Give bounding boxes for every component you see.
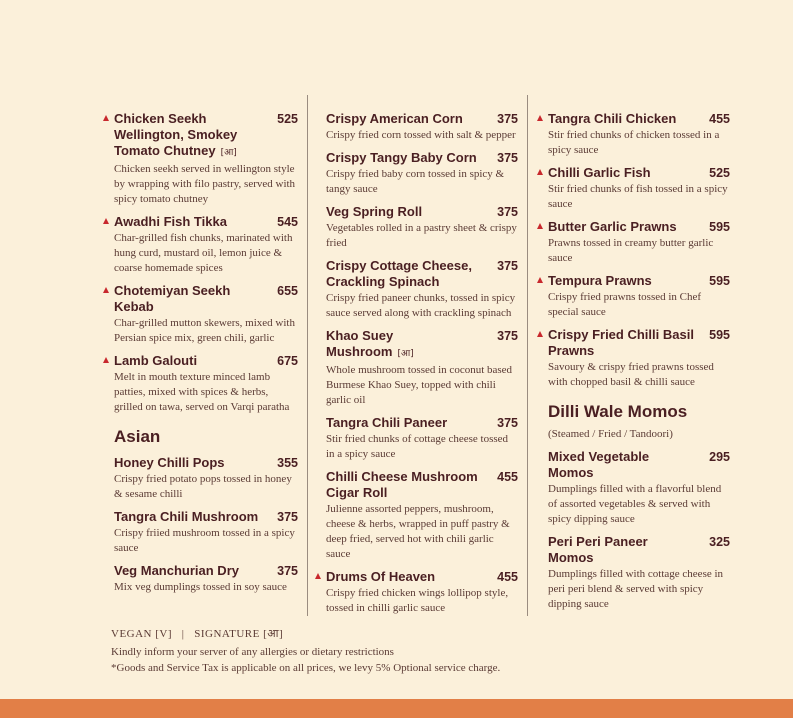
item-price: 455: [497, 570, 518, 584]
column-divider: [527, 95, 528, 616]
item-description: Crispy friied mushroom tossed in a spicy sauce: [114, 527, 295, 554]
non-veg-marker-icon: [103, 218, 109, 224]
footer-bar: [0, 699, 793, 718]
item-price: 355: [277, 456, 298, 470]
item-description: Stir fried chunks of fish tossed in a spicy sauce: [548, 183, 728, 210]
item-description: Char-grilled mutton skewers, mixed with Persian spice mix, green chili, garlic: [114, 317, 295, 344]
item-name: Drums Of Heaven: [326, 569, 436, 584]
menu-item: [114, 283, 298, 346]
menu-item: [114, 509, 298, 556]
item-name: Chilli Garlic Fish: [548, 165, 651, 180]
item-name: Peri Peri Paneer Momos: [548, 534, 648, 565]
item-description: Melt in mouth texture minced lamb patties, mixed with spices & herbs, grilled on tawa, served on Varqi paratha: [114, 371, 290, 413]
item-price: 375: [497, 205, 518, 219]
item-price: 675: [277, 354, 298, 368]
non-veg-marker-icon: [537, 223, 543, 229]
signature-badge: [आ]: [397, 349, 414, 359]
menu-item: [326, 150, 518, 197]
menu-item: [114, 214, 298, 276]
item-price: 655: [277, 284, 298, 298]
item-description: Julienne assorted peppers, mushroom, cheese & herbs, wrapped in puff pastry & deep fried, served hot with chili garlic sauce: [326, 503, 510, 560]
item-name: Butter Garlic Prawns: [548, 219, 677, 234]
menu-item: [548, 273, 730, 320]
item-name: Khao Suey Mushroom: [326, 328, 394, 359]
item-name: Mixed Vegetable Momos: [548, 449, 650, 480]
item-name-row: [114, 283, 298, 315]
item-name-row: [548, 165, 730, 181]
non-veg-marker-icon: [315, 573, 321, 579]
item-name-row: [326, 569, 518, 585]
item-name-row: [114, 455, 298, 471]
item-name: Awadhi Fish Tikka: [114, 214, 227, 229]
item-price: 375: [497, 151, 518, 165]
item-description: Stir fried chunks of cottage cheese tossed in a spicy sauce: [326, 433, 509, 460]
item-name: Lamb Galouti: [114, 353, 198, 368]
item-name-row: [548, 111, 730, 127]
item-description: Chicken seekh served in wellington style by wrapping with filo pastry, served with spicy tomato chutney: [114, 163, 296, 205]
item-name-row: [114, 509, 298, 525]
section-heading: Dilli Wale Momos: [548, 402, 688, 421]
non-veg-marker-icon: [103, 287, 109, 293]
item-name: Tangra Chili Mushroom: [114, 509, 259, 524]
item-price: 455: [497, 470, 518, 484]
menu-section: [114, 422, 298, 448]
menu-item: [326, 328, 518, 408]
item-name-row: [114, 563, 298, 579]
item-name: Crispy Fried Chilli Basil Prawns: [548, 327, 694, 358]
footer: [111, 626, 793, 676]
item-name: Crispy Cottage Cheese, Crackling Spinach: [326, 258, 472, 289]
item-name: Tangra Chili Paneer: [326, 415, 448, 430]
menu-item: [548, 327, 730, 390]
item-name: Tempura Prawns: [548, 273, 652, 288]
item-price: 525: [277, 112, 298, 126]
item-price: 295: [709, 450, 730, 464]
item-description: Crispy fried potato pops tossed in honey & sesame chilli: [114, 473, 292, 500]
menu-item: [114, 455, 298, 502]
section-subtitle: (Steamed / Fried / Tandoori): [548, 428, 673, 440]
menu-column-1: [114, 111, 298, 616]
item-description: Stir fried chunks of chicken tossed in a spicy sauce: [548, 129, 720, 156]
menu-item: [326, 111, 518, 143]
menu-item: [548, 111, 730, 158]
column-divider: [307, 95, 308, 616]
item-price: 375: [497, 416, 518, 430]
item-name-row: [326, 258, 518, 290]
item-price: 375: [277, 510, 298, 524]
menu-item: [114, 111, 298, 207]
menu-section: [548, 397, 730, 442]
item-name-row: [326, 469, 518, 501]
item-description: Crispy fried chicken wings lollipop style, tossed in chilli garlic sauce: [326, 587, 509, 614]
section-heading: Asian: [114, 427, 161, 446]
item-description: Char-grilled fish chunks, marinated with hung curd, mustard oil, lemon juice & coarse homemade spices: [114, 232, 293, 274]
menu-column-3: [548, 111, 730, 616]
item-name-row: [114, 353, 298, 369]
item-price: 595: [709, 274, 730, 288]
item-price: 455: [709, 112, 730, 126]
item-name-row: [548, 534, 730, 566]
item-price: 545: [277, 215, 298, 229]
item-description: Mix veg dumplings tossed in soy sauce: [114, 581, 287, 593]
item-name-row: [548, 327, 730, 359]
menu-item: [326, 258, 518, 321]
item-name: Crispy Tangy Baby Corn: [326, 150, 477, 165]
item-name: Veg Manchurian Dry: [114, 563, 239, 578]
item-price: 375: [277, 564, 298, 578]
menu-column-2: [326, 111, 518, 616]
menu-item: [326, 415, 518, 462]
non-veg-marker-icon: [537, 115, 543, 121]
item-description: Whole mushroom tossed in coconut based Burmese Khao Suey, topped with chili garlic oil: [326, 364, 513, 406]
item-price: 375: [497, 112, 518, 126]
item-name: Chotemiyan Seekh Kebab: [114, 283, 231, 314]
menu-item: [326, 569, 518, 616]
item-description: Dumplings filled with a flavorful blend of assorted vegetables & served with spicy dipping sauce: [548, 483, 722, 525]
non-veg-marker-icon: [537, 277, 543, 283]
menu-item: [548, 534, 730, 612]
item-name-row: [548, 449, 730, 481]
item-name-row: [326, 204, 518, 220]
item-name-row: [548, 219, 730, 235]
signature-badge: [आ]: [220, 148, 237, 158]
item-price: 595: [709, 328, 730, 342]
item-name: Tangra Chili Chicken: [548, 111, 677, 126]
menu-item: [114, 353, 298, 415]
tax-note: *Goods and Service Tax is applicable on all prices, we levy 5% Optional service charge.: [111, 662, 501, 674]
non-veg-marker-icon: [103, 357, 109, 363]
menu-item: [548, 449, 730, 527]
item-name: Chilli Cheese Mushroom Cigar Roll: [326, 469, 478, 500]
menu-item: [548, 219, 730, 266]
item-description: Crispy fried paneer chunks, tossed in spicy sauce served along with crackling spinach: [326, 292, 516, 319]
item-description: Savoury & crispy fried prawns tossed with chopped basil & chilli sauce: [548, 361, 714, 388]
item-name: Veg Spring Roll: [326, 204, 423, 219]
item-description: Crispy fried baby corn tossed in spicy & tangy sauce: [326, 168, 505, 195]
menu-item: [326, 204, 518, 251]
menu-item: [326, 469, 518, 562]
item-description: Vegetables rolled in a pastry sheet & crispy fried: [326, 222, 517, 249]
non-veg-marker-icon: [537, 169, 543, 175]
menu-item: [114, 563, 298, 595]
menu-item: [548, 165, 730, 212]
item-name: Chicken Seekh Wellington, Smokey Tomato Chutney: [114, 111, 238, 158]
item-name: Crispy American Corn: [326, 111, 463, 126]
item-description: Crispy fried corn tossed with salt & pepper: [326, 129, 516, 141]
item-name-row: [326, 111, 518, 127]
menu-columns: [0, 111, 793, 616]
item-price: 325: [709, 535, 730, 549]
item-price: 375: [497, 259, 518, 273]
item-price: 525: [709, 166, 730, 180]
item-name-row: [326, 328, 518, 362]
item-description: Crispy fried prawns tossed in Chef special sauce: [548, 291, 702, 318]
item-name-row: [548, 273, 730, 289]
item-name-row: [326, 150, 518, 166]
item-name-row: [114, 214, 298, 230]
item-price: 595: [709, 220, 730, 234]
item-description: Dumplings filled with cottage cheese in peri peri blend & served with spicy dipping sauce: [548, 568, 724, 610]
item-name-row: [114, 111, 298, 161]
non-veg-marker-icon: [537, 331, 543, 337]
non-veg-marker-icon: [103, 115, 109, 121]
allergy-note: Kindly inform your server of any allergies or dietary restrictions: [111, 646, 394, 658]
legend: VEGAN [V] | SIGNATURE [आ]: [111, 628, 284, 640]
item-name-row: [326, 415, 518, 431]
item-description: Prawns tossed in creamy butter garlic sauce: [548, 237, 714, 264]
item-name: Honey Chilli Pops: [114, 455, 225, 470]
item-price: 375: [497, 329, 518, 343]
